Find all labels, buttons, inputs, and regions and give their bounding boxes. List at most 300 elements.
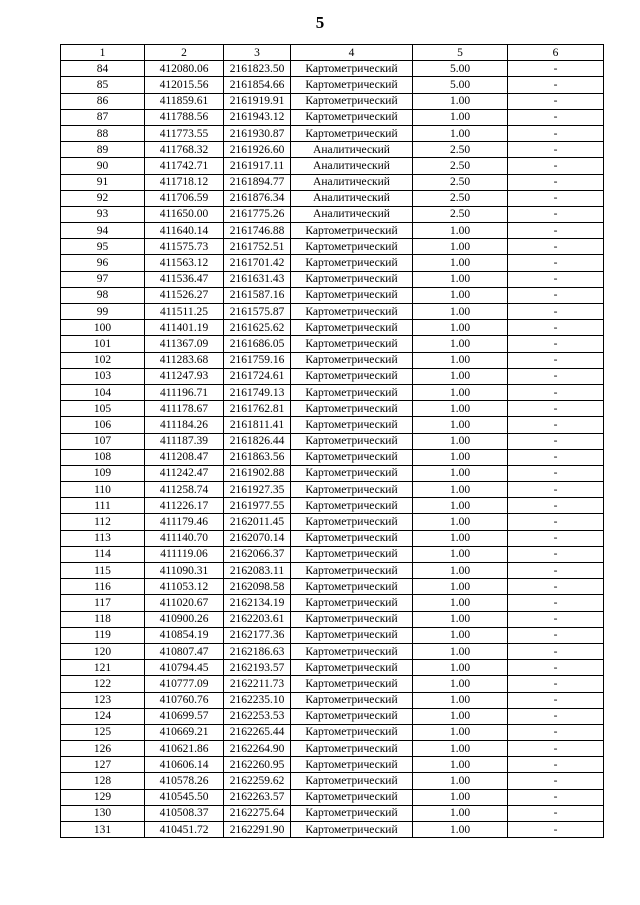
y-coordinate-cell: 2161631.43: [224, 271, 291, 287]
note-cell: -: [508, 125, 604, 141]
accuracy-cell: 1.00: [413, 643, 508, 659]
method-cell: Картометрический: [291, 271, 413, 287]
point-number-cell: 115: [61, 563, 145, 579]
x-coordinate-cell: 410669.21: [145, 724, 224, 740]
accuracy-cell: 1.00: [413, 368, 508, 384]
point-number-cell: 97: [61, 271, 145, 287]
table-row: [61, 109, 604, 125]
x-coordinate-cell: 411247.93: [145, 368, 224, 384]
accuracy-cell: 1.00: [413, 514, 508, 530]
accuracy-cell: 1.00: [413, 384, 508, 400]
note-cell: -: [508, 320, 604, 336]
table-row: [61, 546, 604, 562]
x-coordinate-cell: 411511.25: [145, 304, 224, 320]
note-cell: -: [508, 805, 604, 821]
accuracy-cell: 1.00: [413, 627, 508, 643]
note-cell: -: [508, 190, 604, 206]
method-cell: Картометрический: [291, 255, 413, 271]
note-cell: -: [508, 304, 604, 320]
table-row: [61, 789, 604, 805]
table-row: [61, 805, 604, 821]
x-coordinate-cell: 411140.70: [145, 530, 224, 546]
x-coordinate-cell: 410621.86: [145, 741, 224, 757]
note-cell: -: [508, 498, 604, 514]
method-cell: Картометрический: [291, 643, 413, 659]
accuracy-cell: 1.00: [413, 336, 508, 352]
y-coordinate-cell: 2161762.81: [224, 401, 291, 417]
note-cell: -: [508, 611, 604, 627]
note-cell: -: [508, 401, 604, 417]
x-coordinate-cell: 411179.46: [145, 514, 224, 530]
y-coordinate-cell: 2161930.87: [224, 125, 291, 141]
accuracy-cell: 5.00: [413, 77, 508, 93]
x-coordinate-cell: 411536.47: [145, 271, 224, 287]
y-coordinate-cell: 2162291.90: [224, 822, 291, 838]
table-row: [61, 433, 604, 449]
table-row: [61, 417, 604, 433]
method-cell: Картометрический: [291, 417, 413, 433]
y-coordinate-cell: 2161587.16: [224, 287, 291, 303]
y-coordinate-cell: 2162186.63: [224, 643, 291, 659]
point-number-cell: 112: [61, 514, 145, 530]
accuracy-cell: 1.00: [413, 741, 508, 757]
y-coordinate-cell: 2162253.53: [224, 708, 291, 724]
table-row: [61, 757, 604, 773]
method-cell: Картометрический: [291, 384, 413, 400]
table-row: [61, 563, 604, 579]
note-cell: -: [508, 158, 604, 174]
y-coordinate-cell: 2161811.41: [224, 417, 291, 433]
table-row: [61, 498, 604, 514]
table-row: [61, 158, 604, 174]
point-number-cell: 124: [61, 708, 145, 724]
accuracy-cell: 1.00: [413, 239, 508, 255]
method-cell: Картометрический: [291, 465, 413, 481]
note-cell: -: [508, 643, 604, 659]
method-cell: Картометрический: [291, 676, 413, 692]
note-cell: -: [508, 368, 604, 384]
method-cell: Картометрический: [291, 449, 413, 465]
accuracy-cell: 1.00: [413, 773, 508, 789]
point-number-cell: 113: [61, 530, 145, 546]
point-number-cell: 121: [61, 660, 145, 676]
y-coordinate-cell: 2162134.19: [224, 595, 291, 611]
table-row: [61, 579, 604, 595]
y-coordinate-cell: 2161826.44: [224, 433, 291, 449]
table-row: [61, 287, 604, 303]
column-header-2: 2: [145, 45, 224, 61]
note-cell: -: [508, 449, 604, 465]
method-cell: Картометрический: [291, 708, 413, 724]
method-cell: Аналитический: [291, 174, 413, 190]
accuracy-cell: 1.00: [413, 109, 508, 125]
point-number-cell: 109: [61, 465, 145, 481]
x-coordinate-cell: 410777.09: [145, 676, 224, 692]
point-number-cell: 87: [61, 109, 145, 125]
table-row: [61, 336, 604, 352]
x-coordinate-cell: 411401.19: [145, 320, 224, 336]
note-cell: -: [508, 142, 604, 158]
point-number-cell: 86: [61, 93, 145, 109]
point-number-cell: 130: [61, 805, 145, 821]
point-number-cell: 94: [61, 223, 145, 239]
y-coordinate-cell: 2162260.95: [224, 757, 291, 773]
accuracy-cell: 1.00: [413, 320, 508, 336]
point-number-cell: 107: [61, 433, 145, 449]
x-coordinate-cell: 411258.74: [145, 482, 224, 498]
table-row: [61, 320, 604, 336]
method-cell: Картометрический: [291, 579, 413, 595]
accuracy-cell: 1.00: [413, 724, 508, 740]
point-number-cell: 100: [61, 320, 145, 336]
table-header-row: [61, 45, 604, 61]
method-cell: Картометрический: [291, 757, 413, 773]
method-cell: Картометрический: [291, 287, 413, 303]
accuracy-cell: 1.00: [413, 805, 508, 821]
note-cell: -: [508, 271, 604, 287]
accuracy-cell: 1.00: [413, 579, 508, 595]
point-number-cell: 114: [61, 546, 145, 562]
y-coordinate-cell: 2161894.77: [224, 174, 291, 190]
table-row: [61, 384, 604, 400]
method-cell: Картометрический: [291, 692, 413, 708]
method-cell: Картометрический: [291, 401, 413, 417]
note-cell: -: [508, 692, 604, 708]
table-body: [61, 61, 604, 838]
method-cell: Картометрический: [291, 724, 413, 740]
accuracy-cell: 1.00: [413, 708, 508, 724]
x-coordinate-cell: 411196.71: [145, 384, 224, 400]
point-number-cell: 84: [61, 61, 145, 77]
point-number-cell: 96: [61, 255, 145, 271]
x-coordinate-cell: 411650.00: [145, 206, 224, 222]
point-number-cell: 116: [61, 579, 145, 595]
note-cell: -: [508, 514, 604, 530]
x-coordinate-cell: 411367.09: [145, 336, 224, 352]
method-cell: Картометрический: [291, 93, 413, 109]
note-cell: -: [508, 255, 604, 271]
accuracy-cell: 1.00: [413, 352, 508, 368]
accuracy-cell: 2.50: [413, 206, 508, 222]
x-coordinate-cell: 411773.55: [145, 125, 224, 141]
note-cell: -: [508, 595, 604, 611]
note-cell: -: [508, 433, 604, 449]
x-coordinate-cell: 412080.06: [145, 61, 224, 77]
point-number-cell: 108: [61, 449, 145, 465]
method-cell: Аналитический: [291, 158, 413, 174]
y-coordinate-cell: 2162203.61: [224, 611, 291, 627]
x-coordinate-cell: 411020.67: [145, 595, 224, 611]
method-cell: Картометрический: [291, 125, 413, 141]
accuracy-cell: 1.00: [413, 417, 508, 433]
table-row: [61, 676, 604, 692]
method-cell: Аналитический: [291, 142, 413, 158]
note-cell: -: [508, 724, 604, 740]
table-row: [61, 206, 604, 222]
accuracy-cell: 1.00: [413, 546, 508, 562]
table-row: [61, 190, 604, 206]
note-cell: -: [508, 206, 604, 222]
table-row: [61, 352, 604, 368]
x-coordinate-cell: 411119.06: [145, 546, 224, 562]
accuracy-cell: 1.00: [413, 125, 508, 141]
method-cell: Картометрический: [291, 822, 413, 838]
method-cell: Аналитический: [291, 206, 413, 222]
x-coordinate-cell: 410794.45: [145, 660, 224, 676]
y-coordinate-cell: 2162275.64: [224, 805, 291, 821]
y-coordinate-cell: 2162211.73: [224, 676, 291, 692]
x-coordinate-cell: 412015.56: [145, 77, 224, 93]
table-row: [61, 708, 604, 724]
y-coordinate-cell: 2161902.88: [224, 465, 291, 481]
accuracy-cell: 1.00: [413, 304, 508, 320]
method-cell: Картометрический: [291, 239, 413, 255]
method-cell: Картометрический: [291, 741, 413, 757]
y-coordinate-cell: 2162083.11: [224, 563, 291, 579]
accuracy-cell: 1.00: [413, 223, 508, 239]
x-coordinate-cell: 410451.72: [145, 822, 224, 838]
point-number-cell: 126: [61, 741, 145, 757]
accuracy-cell: 1.00: [413, 611, 508, 627]
table-row: [61, 271, 604, 287]
y-coordinate-cell: 2162263.57: [224, 789, 291, 805]
y-coordinate-cell: 2161701.42: [224, 255, 291, 271]
method-cell: Картометрический: [291, 223, 413, 239]
x-coordinate-cell: 410606.14: [145, 757, 224, 773]
table-row: [61, 692, 604, 708]
note-cell: -: [508, 77, 604, 93]
x-coordinate-cell: 411788.56: [145, 109, 224, 125]
accuracy-cell: 1.00: [413, 676, 508, 692]
method-cell: Картометрический: [291, 109, 413, 125]
accuracy-cell: 1.00: [413, 271, 508, 287]
table-row: [61, 93, 604, 109]
point-number-cell: 98: [61, 287, 145, 303]
accuracy-cell: 1.00: [413, 789, 508, 805]
table-row: [61, 239, 604, 255]
note-cell: -: [508, 239, 604, 255]
note-cell: -: [508, 579, 604, 595]
table-row: [61, 61, 604, 77]
x-coordinate-cell: 411184.26: [145, 417, 224, 433]
method-cell: Картометрический: [291, 546, 413, 562]
note-cell: -: [508, 660, 604, 676]
note-cell: -: [508, 384, 604, 400]
method-cell: Картометрический: [291, 368, 413, 384]
point-number-cell: 88: [61, 125, 145, 141]
table-row: [61, 368, 604, 384]
point-number-cell: 95: [61, 239, 145, 255]
method-cell: Картометрический: [291, 352, 413, 368]
y-coordinate-cell: 2162235.10: [224, 692, 291, 708]
point-number-cell: 91: [61, 174, 145, 190]
table-row: [61, 530, 604, 546]
table-row: [61, 643, 604, 659]
point-number-cell: 90: [61, 158, 145, 174]
accuracy-cell: 2.50: [413, 174, 508, 190]
note-cell: -: [508, 546, 604, 562]
y-coordinate-cell: 2161823.50: [224, 61, 291, 77]
note-cell: -: [508, 757, 604, 773]
x-coordinate-cell: 410807.47: [145, 643, 224, 659]
x-coordinate-cell: 411575.73: [145, 239, 224, 255]
y-coordinate-cell: 2161919.91: [224, 93, 291, 109]
x-coordinate-cell: 411242.47: [145, 465, 224, 481]
point-number-cell: 119: [61, 627, 145, 643]
table-row: [61, 741, 604, 757]
y-coordinate-cell: 2162066.37: [224, 546, 291, 562]
method-cell: Картометрический: [291, 789, 413, 805]
note-cell: -: [508, 61, 604, 77]
y-coordinate-cell: 2162265.44: [224, 724, 291, 740]
note-cell: -: [508, 563, 604, 579]
table-row: [61, 142, 604, 158]
note-cell: -: [508, 530, 604, 546]
accuracy-cell: 2.50: [413, 142, 508, 158]
accuracy-cell: 2.50: [413, 190, 508, 206]
x-coordinate-cell: 411859.61: [145, 93, 224, 109]
accuracy-cell: 1.00: [413, 530, 508, 546]
note-cell: -: [508, 482, 604, 498]
method-cell: Картометрический: [291, 320, 413, 336]
accuracy-cell: 1.00: [413, 498, 508, 514]
x-coordinate-cell: 411563.12: [145, 255, 224, 271]
note-cell: -: [508, 773, 604, 789]
method-cell: Картометрический: [291, 304, 413, 320]
point-number-cell: 104: [61, 384, 145, 400]
point-number-cell: 131: [61, 822, 145, 838]
note-cell: -: [508, 336, 604, 352]
column-header-6: 6: [508, 45, 604, 61]
method-cell: Картометрический: [291, 433, 413, 449]
x-coordinate-cell: 411283.68: [145, 352, 224, 368]
table-row: [61, 482, 604, 498]
x-coordinate-cell: 410578.26: [145, 773, 224, 789]
accuracy-cell: 1.00: [413, 255, 508, 271]
method-cell: Картометрический: [291, 498, 413, 514]
note-cell: -: [508, 627, 604, 643]
y-coordinate-cell: 2161575.87: [224, 304, 291, 320]
column-header-5: 5: [413, 45, 508, 61]
x-coordinate-cell: 411178.67: [145, 401, 224, 417]
table-row: [61, 627, 604, 643]
point-number-cell: 129: [61, 789, 145, 805]
method-cell: Картометрический: [291, 530, 413, 546]
x-coordinate-cell: 410900.26: [145, 611, 224, 627]
y-coordinate-cell: 2161926.60: [224, 142, 291, 158]
y-coordinate-cell: 2162193.57: [224, 660, 291, 676]
point-number-cell: 102: [61, 352, 145, 368]
note-cell: -: [508, 822, 604, 838]
method-cell: Аналитический: [291, 190, 413, 206]
note-cell: -: [508, 465, 604, 481]
accuracy-cell: 5.00: [413, 61, 508, 77]
point-number-cell: 93: [61, 206, 145, 222]
y-coordinate-cell: 2162098.58: [224, 579, 291, 595]
y-coordinate-cell: 2161749.13: [224, 384, 291, 400]
note-cell: -: [508, 352, 604, 368]
y-coordinate-cell: 2161625.62: [224, 320, 291, 336]
x-coordinate-cell: 411526.27: [145, 287, 224, 303]
table-row: [61, 773, 604, 789]
coordinates-table: [60, 44, 604, 838]
note-cell: -: [508, 708, 604, 724]
accuracy-cell: 1.00: [413, 287, 508, 303]
point-number-cell: 118: [61, 611, 145, 627]
method-cell: Картометрический: [291, 773, 413, 789]
point-number-cell: 111: [61, 498, 145, 514]
accuracy-cell: 1.00: [413, 401, 508, 417]
accuracy-cell: 1.00: [413, 465, 508, 481]
table-row: [61, 77, 604, 93]
table-row: [61, 465, 604, 481]
method-cell: Картометрический: [291, 61, 413, 77]
table-row: [61, 223, 604, 239]
note-cell: -: [508, 109, 604, 125]
column-header-3: 3: [224, 45, 291, 61]
x-coordinate-cell: 411706.59: [145, 190, 224, 206]
point-number-cell: 125: [61, 724, 145, 740]
point-number-cell: 110: [61, 482, 145, 498]
note-cell: -: [508, 741, 604, 757]
accuracy-cell: 1.00: [413, 449, 508, 465]
point-number-cell: 117: [61, 595, 145, 611]
x-coordinate-cell: 410545.50: [145, 789, 224, 805]
point-number-cell: 89: [61, 142, 145, 158]
column-header-4: 4: [291, 45, 413, 61]
point-number-cell: 128: [61, 773, 145, 789]
table-row: [61, 595, 604, 611]
table-row: [61, 174, 604, 190]
y-coordinate-cell: 2161759.16: [224, 352, 291, 368]
method-cell: Картометрический: [291, 482, 413, 498]
note-cell: -: [508, 93, 604, 109]
y-coordinate-cell: 2162011.45: [224, 514, 291, 530]
point-number-cell: 92: [61, 190, 145, 206]
note-cell: -: [508, 174, 604, 190]
method-cell: Картометрический: [291, 514, 413, 530]
page-number: 5: [315, 13, 325, 32]
point-number-cell: 105: [61, 401, 145, 417]
y-coordinate-cell: 2161752.51: [224, 239, 291, 255]
method-cell: Картометрический: [291, 336, 413, 352]
x-coordinate-cell: 410854.19: [145, 627, 224, 643]
x-coordinate-cell: 411053.12: [145, 579, 224, 595]
y-coordinate-cell: 2161746.88: [224, 223, 291, 239]
table-row: [61, 611, 604, 627]
y-coordinate-cell: 2161724.61: [224, 368, 291, 384]
note-cell: -: [508, 417, 604, 433]
method-cell: Картометрический: [291, 627, 413, 643]
point-number-cell: 127: [61, 757, 145, 773]
x-coordinate-cell: 411742.71: [145, 158, 224, 174]
x-coordinate-cell: 411090.31: [145, 563, 224, 579]
y-coordinate-cell: 2161917.11: [224, 158, 291, 174]
accuracy-cell: 1.00: [413, 757, 508, 773]
y-coordinate-cell: 2161876.34: [224, 190, 291, 206]
accuracy-cell: 1.00: [413, 660, 508, 676]
accuracy-cell: 1.00: [413, 692, 508, 708]
column-header-1: 1: [61, 45, 145, 61]
table-row: [61, 822, 604, 838]
method-cell: Картометрический: [291, 595, 413, 611]
point-number-cell: 122: [61, 676, 145, 692]
note-cell: -: [508, 789, 604, 805]
accuracy-cell: 1.00: [413, 595, 508, 611]
x-coordinate-cell: 411768.32: [145, 142, 224, 158]
accuracy-cell: 1.00: [413, 482, 508, 498]
method-cell: Картометрический: [291, 805, 413, 821]
